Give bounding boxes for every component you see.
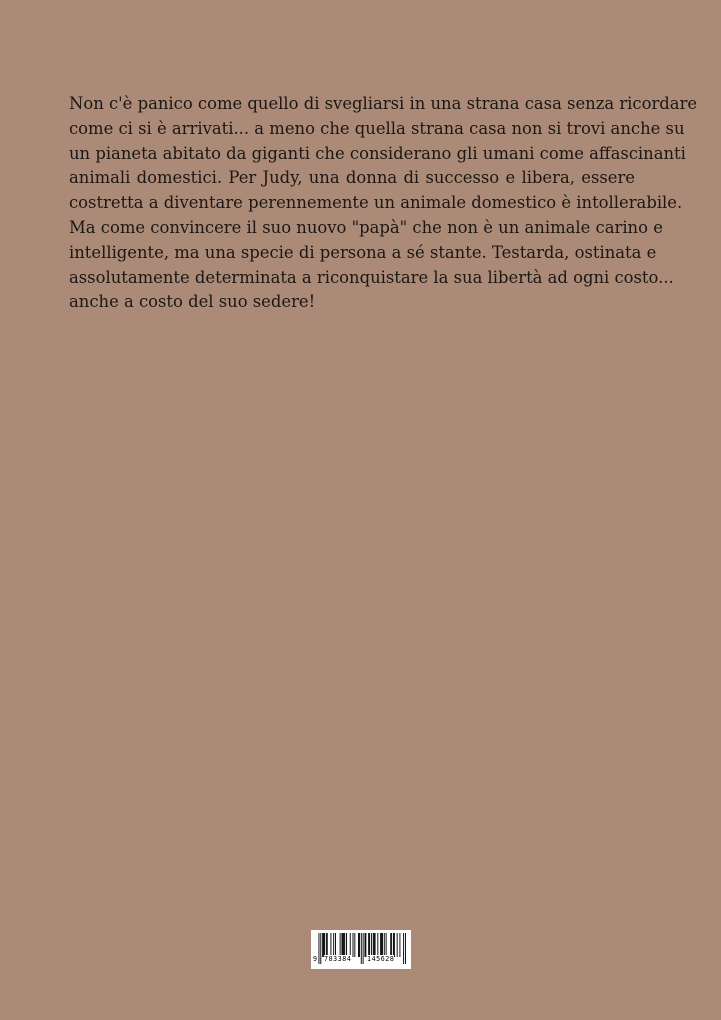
barcode-bar — [380, 933, 381, 957]
barcode-guard-bar — [403, 933, 404, 964]
barcode-bars — [311, 930, 411, 969]
barcode-bar — [344, 933, 345, 957]
isbn-barcode — [311, 930, 411, 969]
barcode-bar — [381, 933, 382, 957]
barcode-guard-bar — [361, 933, 362, 964]
barcode-bar — [359, 933, 360, 957]
barcode-bar — [335, 933, 336, 957]
barcode-guard-bar — [405, 933, 406, 964]
barcode-bar — [343, 933, 344, 957]
barcode-bar — [377, 933, 378, 957]
barcode-guard-bar — [363, 933, 364, 964]
barcode-bar — [368, 933, 369, 957]
barcode-bar — [342, 933, 343, 957]
barcode-bar — [391, 933, 392, 957]
barcode-bar — [354, 933, 355, 957]
barcode-right-digits: 145628 — [367, 955, 395, 963]
barcode-bar — [386, 933, 387, 957]
barcode-left-digits: 783384 — [324, 955, 352, 963]
barcode-bar — [326, 933, 327, 957]
barcode-bar — [390, 933, 391, 957]
barcode-bar — [333, 933, 334, 957]
barcode-first-digit: 9 — [313, 955, 318, 963]
blurb-line: assolutamente determinata a riconquistare la sua libertà ad ogni costo... — [69, 267, 674, 287]
barcode-bar — [371, 933, 372, 957]
barcode-bar — [375, 933, 376, 957]
barcode-bar — [340, 933, 341, 957]
barcode-bar — [350, 933, 351, 957]
barcode-bar — [393, 933, 394, 957]
barcode-bar — [384, 933, 385, 957]
blurb-line: un pianeta abitato da giganti che considerano gli umani come affascinanti — [69, 143, 686, 163]
barcode-bar — [365, 933, 366, 957]
blurb-line: costretta a diventare perennemente un animale domestico è intollerabile. — [69, 193, 683, 213]
barcode-guard-bar — [319, 933, 320, 964]
barcode-bar — [324, 933, 325, 957]
barcode-bar — [373, 933, 374, 957]
blurb-text — [69, 92, 698, 315]
barcode-bar — [394, 933, 395, 957]
barcode-bar — [369, 933, 370, 957]
barcode-bar — [323, 933, 324, 957]
barcode-bar — [353, 933, 354, 957]
blurb-line: anche a costo del suo sedere! — [69, 292, 316, 312]
blurb-line: intelligente, ma una specie di persona a sé stante. Testarda, ostinata e — [69, 242, 657, 262]
blurb-line: come ci si è arrivati... a meno che quella strana casa non si trovi anche su — [69, 118, 685, 138]
blurb-line: Ma come convincere il suo nuovo "papà" che non è un animale carino e — [69, 217, 663, 237]
blurb-line: animali domestici. Per Judy, una donna di successo e libera, essere — [69, 168, 635, 188]
barcode-bar — [397, 933, 398, 957]
blurb-line: Non c'è panico come quello di svegliarsi in una strana casa senza ricordare — [69, 94, 698, 113]
barcode-guard-bar — [320, 933, 321, 964]
barcode-bar — [322, 933, 323, 957]
barcode-bar — [365, 933, 366, 957]
barcode-bar — [330, 933, 331, 957]
barcode-bar — [382, 933, 383, 957]
barcode-bar — [358, 933, 359, 957]
barcode-bar — [342, 933, 343, 957]
barcode-bar — [327, 933, 328, 957]
barcode-bar — [374, 933, 375, 957]
barcode-bar — [399, 933, 400, 957]
barcode-bar — [346, 933, 347, 957]
